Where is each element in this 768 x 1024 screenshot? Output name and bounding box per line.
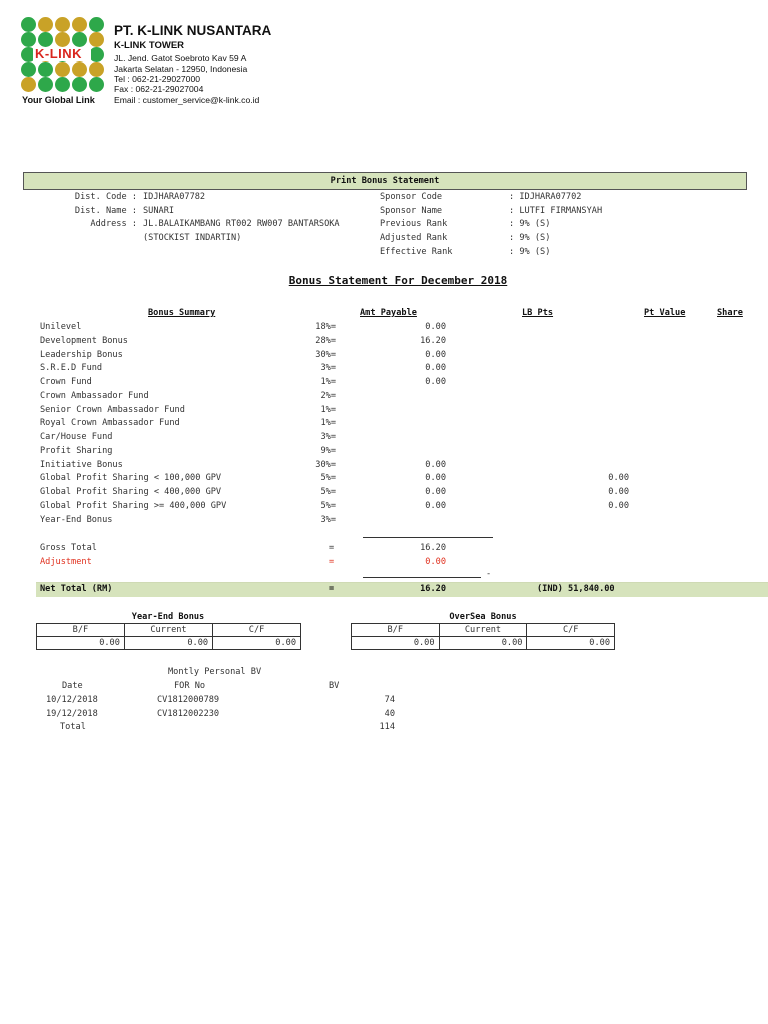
company-logo bbox=[21, 17, 107, 97]
net-total-ind: (IND) 51,840.00 bbox=[537, 584, 615, 594]
oversea-value-cf: 0.00 bbox=[527, 637, 615, 650]
adjustment-value: 0.00 bbox=[425, 557, 446, 567]
effective-rank-label: Effective Rank bbox=[380, 247, 453, 257]
bonus-row-amt: 0.00 bbox=[425, 487, 446, 497]
oversea-header-cf: C/F bbox=[527, 624, 615, 637]
bonus-row-pct: 30%= bbox=[315, 460, 336, 470]
oversea-header-current: Current bbox=[439, 624, 527, 637]
bonus-row-name: Profit Sharing bbox=[40, 446, 113, 456]
company-tel: Tel : 062-21-29027000 bbox=[114, 74, 201, 84]
year-end-value-bf: 0.00 bbox=[37, 637, 125, 650]
effective-rank: : 9% (S) bbox=[509, 247, 551, 257]
bonus-row-pct: 5%= bbox=[320, 501, 336, 511]
monthly-bv-date: 19/12/2018 bbox=[46, 709, 98, 719]
bonus-row-pct: 30%= bbox=[315, 350, 336, 360]
monthly-bv-for-no: CV1812000789 bbox=[157, 695, 220, 705]
bonus-row-name: Initiative Bonus bbox=[40, 460, 123, 470]
bonus-row-name: Royal Crown Ambassador Fund bbox=[40, 418, 180, 428]
year-end-table bbox=[36, 623, 301, 650]
gross-total-value: 16.20 bbox=[420, 543, 446, 553]
dist-name-label: Dist. Name : bbox=[74, 206, 137, 216]
sponsor-code: : IDJHARA07702 bbox=[509, 192, 582, 202]
bonus-row-pct: 28%= bbox=[315, 336, 336, 346]
bonus-row-pct: 5%= bbox=[320, 487, 336, 497]
monthly-bv-for-no: CV1812002230 bbox=[157, 709, 220, 719]
oversea-value-current: 0.00 bbox=[439, 637, 527, 650]
sponsor-code-label: Sponsor Code bbox=[380, 192, 443, 202]
adjusted-rank: : 9% (S) bbox=[509, 233, 551, 243]
header-pt-value: Pt Value bbox=[644, 308, 686, 318]
header-lb-pts: LB Pts bbox=[522, 308, 554, 318]
oversea-header-bf: B/F bbox=[352, 624, 440, 637]
bonus-row-pct: 3%= bbox=[320, 363, 336, 373]
monthly-bv-header-bv: BV bbox=[329, 681, 340, 691]
year-end-header-cf: C/F bbox=[213, 624, 301, 637]
bonus-row-lb: 0.00 bbox=[608, 501, 629, 511]
statement-title: Bonus Statement For December 2018 bbox=[288, 274, 508, 287]
previous-rank-label: Previous Rank bbox=[380, 219, 448, 229]
monthly-bv-value: 40 bbox=[384, 709, 395, 719]
bonus-row-name: Crown Ambassador Fund bbox=[40, 391, 149, 401]
bonus-row-name: Development Bonus bbox=[40, 336, 128, 346]
dist-code: IDJHARA07782 bbox=[143, 192, 206, 202]
bonus-row-amt: 0.00 bbox=[425, 377, 446, 387]
bonus-row-pct: 18%= bbox=[315, 322, 336, 332]
header-share: Share bbox=[717, 308, 743, 318]
company-address-1: JL. Jend. Gatot Soebroto Kav 59 A bbox=[114, 53, 247, 63]
dist-code-label: Dist. Code : bbox=[74, 192, 137, 202]
sponsor-name-label: Sponsor Name bbox=[380, 206, 443, 216]
bonus-row-amt: 16.20 bbox=[420, 336, 446, 346]
year-end-value-cf: 0.00 bbox=[213, 637, 301, 650]
net-total-eq: = bbox=[329, 584, 335, 594]
address-line-1: JL.BALAIKAMBANG RT002 RW007 BANTARSOKA bbox=[143, 219, 340, 229]
bonus-row-lb: 0.00 bbox=[608, 473, 629, 483]
bonus-row-amt: 0.00 bbox=[425, 501, 446, 511]
bonus-row-name: Year-End Bonus bbox=[40, 515, 113, 525]
bonus-row-pct: 3%= bbox=[320, 515, 336, 525]
bonus-row-name: Global Profit Sharing < 400,000 GPV bbox=[40, 487, 222, 497]
bonus-row-pct: 3%= bbox=[320, 432, 336, 442]
net-total-value: 16.20 bbox=[420, 584, 446, 594]
address-line-2: (STOCKIST INDARTIN) bbox=[143, 233, 242, 243]
monthly-bv-date: 10/12/2018 bbox=[46, 695, 98, 705]
oversea-table bbox=[351, 623, 615, 650]
gross-total-label: Gross Total bbox=[40, 543, 97, 553]
company-address-2: Jakarta Selatan - 12950, Indonesia bbox=[114, 64, 248, 74]
year-end-header-current: Current bbox=[124, 624, 212, 637]
company-email: Email : customer_service@k-link.co.id bbox=[114, 95, 260, 105]
year-end-value-current: 0.00 bbox=[124, 637, 212, 650]
monthly-bv-total-label: Total bbox=[60, 722, 86, 732]
bonus-row-lb: 0.00 bbox=[608, 487, 629, 497]
adjusted-rank-label: Adjusted Rank bbox=[380, 233, 448, 243]
company-tagline: Your Global Link bbox=[22, 95, 95, 105]
monthly-bv-header-for-no: FOR No bbox=[174, 681, 206, 691]
company-tower: K-LINK TOWER bbox=[114, 40, 185, 51]
monthly-bv-title: Montly Personal BV bbox=[168, 667, 262, 677]
gross-total-eq: = bbox=[329, 543, 335, 553]
address-label: Address : bbox=[90, 219, 137, 229]
logo-text: K-LINK bbox=[35, 46, 83, 61]
minus-sign: - bbox=[486, 569, 492, 579]
bonus-row-amt: 0.00 bbox=[425, 322, 446, 332]
bonus-row-amt: 0.00 bbox=[425, 460, 446, 470]
net-total-rule bbox=[363, 577, 481, 578]
bonus-row-name: Crown Fund bbox=[40, 377, 92, 387]
bonus-row-amt: 0.00 bbox=[425, 350, 446, 360]
net-total-label: Net Total (RM) bbox=[40, 584, 113, 594]
oversea-value-bf: 0.00 bbox=[352, 637, 440, 650]
company-fax: Fax : 062-21-29027004 bbox=[114, 84, 204, 94]
oversea-title: OverSea Bonus bbox=[449, 612, 517, 622]
bonus-row-name: Global Profit Sharing >= 400,000 GPV bbox=[40, 501, 227, 511]
bonus-row-pct: 2%= bbox=[320, 391, 336, 401]
header-amt-payable: Amt Payable bbox=[360, 308, 417, 318]
bonus-row-name: Global Profit Sharing < 100,000 GPV bbox=[40, 473, 222, 483]
monthly-bv-header-date: Date bbox=[62, 681, 83, 691]
monthly-bv-total-value: 114 bbox=[379, 722, 395, 732]
bonus-row-pct: 1%= bbox=[320, 405, 336, 415]
gross-total-rule bbox=[363, 537, 493, 538]
sponsor-name: : LUTFI FIRMANSYAH bbox=[509, 206, 603, 216]
bonus-row-pct: 9%= bbox=[320, 446, 336, 456]
monthly-bv-value: 74 bbox=[384, 695, 395, 705]
year-end-header-bf: B/F bbox=[37, 624, 125, 637]
adjustment-eq: = bbox=[329, 557, 335, 567]
bonus-row-name: S.R.E.D Fund bbox=[40, 363, 103, 373]
bonus-row-pct: 1%= bbox=[320, 418, 336, 428]
year-end-title: Year-End Bonus bbox=[131, 612, 205, 622]
bonus-row-name: Unilevel bbox=[40, 322, 82, 332]
bonus-row-amt: 0.00 bbox=[425, 363, 446, 373]
adjustment-label: Adjustment bbox=[40, 557, 92, 567]
bonus-row-name: Leadership Bonus bbox=[40, 350, 123, 360]
header-bonus-summary: Bonus Summary bbox=[148, 308, 216, 318]
dist-name: SUNARI bbox=[143, 206, 175, 216]
statement-header-title: Print Bonus Statement bbox=[330, 176, 440, 186]
bonus-row-name: Senior Crown Ambassador Fund bbox=[40, 405, 185, 415]
bonus-row-pct: 1%= bbox=[320, 377, 336, 387]
previous-rank: : 9% (S) bbox=[509, 219, 551, 229]
bonus-row-pct: 5%= bbox=[320, 473, 336, 483]
company-name: PT. K-LINK NUSANTARA bbox=[114, 23, 272, 38]
bonus-row-amt: 0.00 bbox=[425, 473, 446, 483]
bonus-row-name: Car/House Fund bbox=[40, 432, 113, 442]
